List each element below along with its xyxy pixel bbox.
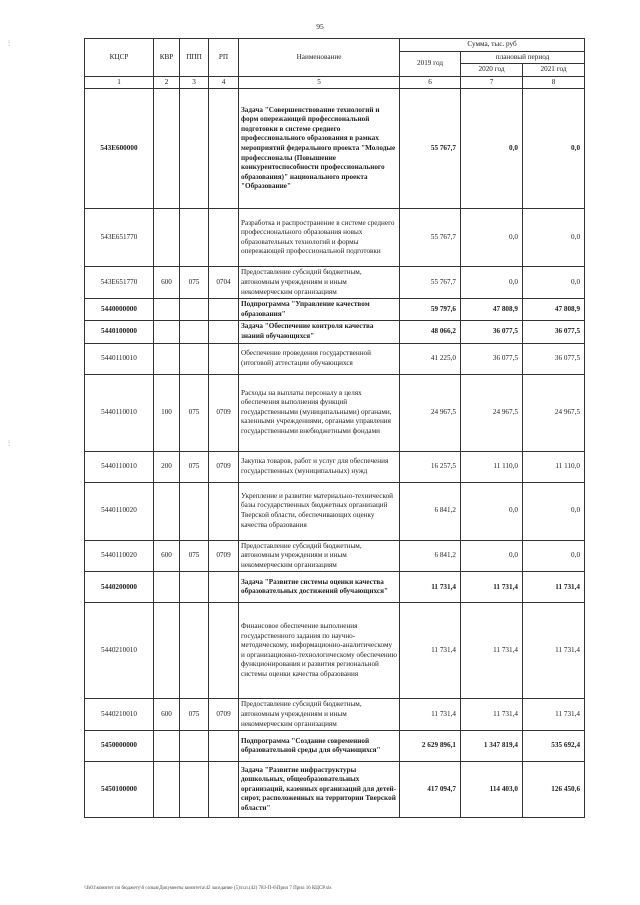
cell-kvr: [154, 89, 180, 209]
header-ppp: ППП: [180, 39, 209, 77]
cell-2020: 0,0: [461, 89, 523, 209]
cell-2020: 24 967,5: [461, 374, 523, 451]
cell-ppp: [180, 299, 209, 321]
table-row: [85, 267, 585, 299]
cell-kvr: [154, 209, 180, 267]
cell-name: Укрепление и развитие материально-технической базы государственных бюджетных организаций Тверской области, обеспечивающих оценку качества образования: [239, 482, 400, 540]
header-rp: РП: [209, 39, 239, 77]
header-kvr: КВР: [154, 39, 180, 77]
cell-2020: 114 403,0: [461, 762, 523, 818]
cell-ppp: [180, 343, 209, 374]
cell-2021: 0,0: [523, 89, 585, 209]
cell-kvr: [154, 343, 180, 374]
cell-2019: 11 731,4: [400, 572, 461, 603]
cell-kvr: [154, 731, 180, 762]
budget-table: [84, 38, 585, 818]
cell-2019: 6 841,2: [400, 482, 461, 540]
cell-ppp: [180, 321, 209, 343]
cell-rp: [209, 343, 239, 374]
cell-kcsr: 5440000000: [85, 299, 154, 321]
cell-2019: 417 094,7: [400, 762, 461, 818]
cell-2019: 59 797,6: [400, 299, 461, 321]
cell-name: Закупка товаров, работ и услуг для обеспечения государственных (муниципальных) нужд: [239, 451, 400, 482]
cell-rp: [209, 731, 239, 762]
cell-ppp: 075: [180, 540, 209, 572]
cell-kvr: [154, 321, 180, 343]
header-plan-period: плановый период: [461, 51, 585, 64]
cell-2021: 47 808,9: [523, 299, 585, 321]
cell-2020: 11 731,4: [461, 699, 523, 731]
cell-2019: 41 225,0: [400, 343, 461, 374]
cell-rp: 0709: [209, 699, 239, 731]
table-row: [85, 603, 585, 699]
cell-name: Задача "Развитие инфраструктуры дошкольных, общеобразовательных организаций, казенных организаций для детей-сирот, расположенных на территории Тверской области": [239, 762, 400, 818]
cell-2021: 36 077,5: [523, 321, 585, 343]
cell-2019: 55 767,7: [400, 209, 461, 267]
column-number: 5: [239, 76, 400, 89]
cell-2020: 0,0: [461, 482, 523, 540]
cell-kcsr: 5450000000: [85, 731, 154, 762]
cell-2019: 55 767,7: [400, 267, 461, 299]
cell-rp: 0704: [209, 267, 239, 299]
cell-2021: 0,0: [523, 540, 585, 572]
cell-kcsr: 5440200000: [85, 572, 154, 603]
cell-2019: 11 731,4: [400, 699, 461, 731]
cell-2021: 11 110,0: [523, 451, 585, 482]
cell-name: Задача "Развитие системы оценки качества образовательных достижений обучающихся": [239, 572, 400, 603]
footer-file-path: \\fs01\комитет по бюджету\6 созыв\Документы комитета\42 заседание (5)\п.п.(42) 783-П-6\Прил 7 Прил 16 КЦСР.xls: [84, 886, 332, 891]
column-number: 3: [180, 76, 209, 89]
header-2021: 2021 год: [523, 64, 585, 77]
cell-name: Расходы на выплаты персоналу в целях обеспечения выполнения функций государственными (муниципальными) органами, казенными учреждениями, органами управления государственными внебюджетными фондами: [239, 374, 400, 451]
table-body: [85, 89, 585, 818]
margin-mark: ⋮: [6, 41, 12, 47]
cell-2021: 36 077,5: [523, 343, 585, 374]
column-number: 7: [461, 76, 523, 89]
cell-2021: 11 731,4: [523, 572, 585, 603]
cell-ppp: [180, 731, 209, 762]
cell-2021: 535 692,4: [523, 731, 585, 762]
cell-name: Предоставление субсидий бюджетным, автономным учреждениям и иным некоммерческим организациям: [239, 540, 400, 572]
table-row: [85, 699, 585, 731]
cell-2020: 36 077,5: [461, 321, 523, 343]
cell-kcsr: 5440110010: [85, 343, 154, 374]
table-row: [85, 321, 585, 343]
cell-2020: 11 110,0: [461, 451, 523, 482]
cell-2021: 126 450,6: [523, 762, 585, 818]
cell-name: Разработка и распространение в системе среднего профессионального образования новых образовательных технологий и формы опережающей профессиональной подготовки: [239, 209, 400, 267]
cell-name: Задача "Обеспечение контроля качества знаний обучающихся": [239, 321, 400, 343]
table-row: [85, 731, 585, 762]
cell-rp: [209, 482, 239, 540]
cell-2020: 11 731,4: [461, 603, 523, 699]
cell-2020: 36 077,5: [461, 343, 523, 374]
cell-ppp: [180, 482, 209, 540]
cell-kcsr: 543E600000: [85, 89, 154, 209]
cell-ppp: 075: [180, 699, 209, 731]
header-kcsr: КЦСР: [85, 39, 154, 77]
cell-kvr: [154, 482, 180, 540]
cell-name: Обеспечение проведения государственной (итоговой) аттестации обучающихся: [239, 343, 400, 374]
cell-rp: [209, 89, 239, 209]
cell-kcsr: 5440100000: [85, 321, 154, 343]
cell-name: Предоставление субсидий бюджетным, автономным учреждениям и иным некоммерческим организациям: [239, 699, 400, 731]
cell-kcsr: 543E651770: [85, 209, 154, 267]
cell-name: Подпрограмма "Управление качеством образования": [239, 299, 400, 321]
cell-rp: [209, 209, 239, 267]
cell-rp: [209, 572, 239, 603]
column-number: 6: [400, 76, 461, 89]
cell-kvr: [154, 299, 180, 321]
cell-2021: 11 731,4: [523, 699, 585, 731]
column-number: 8: [523, 76, 585, 89]
cell-kvr: 600: [154, 540, 180, 572]
cell-kvr: [154, 603, 180, 699]
cell-rp: 0709: [209, 451, 239, 482]
table-row: [85, 89, 585, 209]
cell-kvr: [154, 572, 180, 603]
column-number-row: [85, 76, 585, 89]
table-row: [85, 374, 585, 451]
cell-kcsr: 5440110020: [85, 482, 154, 540]
column-number: 2: [154, 76, 180, 89]
cell-2021: 0,0: [523, 209, 585, 267]
table-row: [85, 572, 585, 603]
cell-2020: 11 731,4: [461, 572, 523, 603]
cell-ppp: 075: [180, 267, 209, 299]
cell-kvr: 200: [154, 451, 180, 482]
table-row: [85, 299, 585, 321]
cell-kvr: 600: [154, 267, 180, 299]
cell-kcsr: 5440210010: [85, 699, 154, 731]
cell-rp: 0709: [209, 540, 239, 572]
cell-kcsr: 5440210010: [85, 603, 154, 699]
cell-name: Финансовое обеспечение выполнения государственного задания по научно-методическому, информационно-аналитическому и организационно-технологическому обеспечению функционирования и развития региональной системы оценки качества образования: [239, 603, 400, 699]
cell-kcsr: 5440110020: [85, 540, 154, 572]
cell-2021: 24 967,5: [523, 374, 585, 451]
cell-name: Подпрограмма "Создание современной образовательной среды для обучающихся": [239, 731, 400, 762]
column-number: 4: [209, 76, 239, 89]
cell-2019: 55 767,7: [400, 89, 461, 209]
cell-name: Задача "Совершенствование технологий и форм опережающей профессиональной подготовки в системе среднего профессионального образования в рамках мероприятий федерального проекта "Молодые профессионалы (Повышение конкурентоспособности профессионального образования)" национального проекта "Образование": [239, 89, 400, 209]
cell-rp: [209, 762, 239, 818]
page-number: 95: [316, 22, 324, 31]
cell-2021: 0,0: [523, 267, 585, 299]
header-2019: 2019 год: [400, 51, 461, 76]
cell-2019: 48 066,2: [400, 321, 461, 343]
cell-2020: 0,0: [461, 540, 523, 572]
table-row: [85, 343, 585, 374]
cell-2019: 11 731,4: [400, 603, 461, 699]
cell-kcsr: 5450100000: [85, 762, 154, 818]
cell-ppp: [180, 603, 209, 699]
cell-kcsr: 5440110010: [85, 374, 154, 451]
cell-2020: 1 347 819,4: [461, 731, 523, 762]
cell-ppp: [180, 762, 209, 818]
cell-ppp: [180, 209, 209, 267]
table-row: [85, 762, 585, 818]
cell-rp: [209, 299, 239, 321]
column-number: 1: [85, 76, 154, 89]
cell-kcsr: 543E651770: [85, 267, 154, 299]
margin-mark: ⋮: [6, 441, 12, 447]
header-2020: 2020 год: [461, 64, 523, 77]
cell-ppp: [180, 572, 209, 603]
cell-2019: 16 257,5: [400, 451, 461, 482]
cell-ppp: 075: [180, 374, 209, 451]
header-name: Наименование: [239, 39, 400, 77]
cell-ppp: [180, 89, 209, 209]
cell-rp: [209, 321, 239, 343]
cell-2021: 11 731,4: [523, 603, 585, 699]
cell-kvr: 100: [154, 374, 180, 451]
cell-rp: 0709: [209, 374, 239, 451]
table-row: [85, 209, 585, 267]
cell-kcsr: 5440110010: [85, 451, 154, 482]
cell-rp: [209, 603, 239, 699]
cell-ppp: 075: [180, 451, 209, 482]
cell-2019: 2 629 896,1: [400, 731, 461, 762]
table-row: [85, 451, 585, 482]
cell-name: Предоставление субсидий бюджетным, автономным учреждениям и иным некоммерческим организациям: [239, 267, 400, 299]
cell-kvr: 600: [154, 699, 180, 731]
table-row: [85, 540, 585, 572]
cell-2021: 0,0: [523, 482, 585, 540]
cell-2019: 24 967,5: [400, 374, 461, 451]
header-sum: Сумма, тыс. руб: [400, 39, 585, 52]
cell-2020: 0,0: [461, 267, 523, 299]
cell-2020: 0,0: [461, 209, 523, 267]
cell-2020: 47 808,9: [461, 299, 523, 321]
table-row: [85, 482, 585, 540]
cell-2019: 6 841,2: [400, 540, 461, 572]
cell-kvr: [154, 762, 180, 818]
